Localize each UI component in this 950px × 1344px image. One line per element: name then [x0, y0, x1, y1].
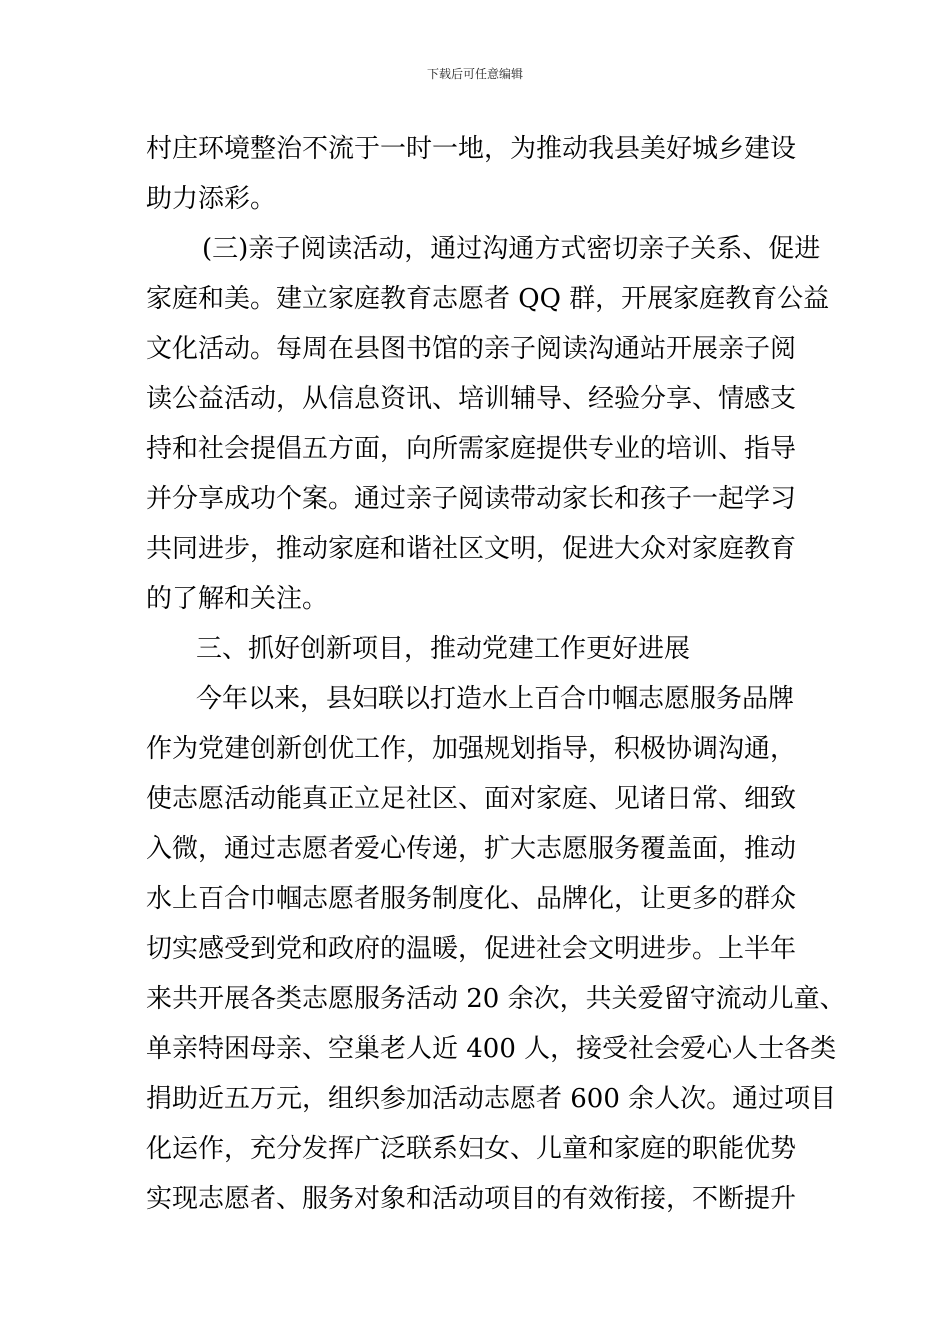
text-line: 捐助近五万元，组织参加活动志愿者 600 余人次。通过项目 — [146, 1084, 837, 1114]
text-line: 切实感受到党和政府的温暖，促进社会文明进步。上半年 — [146, 934, 797, 964]
text-line: 读公益活动，从信息资讯、培训辅导、经验分享、情感支 — [146, 384, 797, 414]
section-heading: 三、抓好创新项目，推动党建工作更好进展 — [196, 634, 691, 664]
page-header: 下载后可任意编辑 — [426, 67, 523, 81]
text-line: 作为党建创新创优工作，加强规划指导，积极协调沟通， — [146, 734, 797, 764]
text-line: 的了解和关注。 — [146, 584, 329, 614]
text-line: 助力添彩。 — [146, 184, 277, 214]
text-line: 实现志愿者、服务对象和活动项目的有效衔接，不断提升 — [146, 1184, 797, 1214]
text-line: 家庭和美。建立家庭教育志愿者 QQ 群，开展家庭教育公益 — [146, 284, 830, 314]
document-body — [146, 124, 846, 1224]
text-line: 水上百合巾帼志愿者服务制度化、品牌化，让更多的群众 — [146, 884, 797, 914]
subsection-heading-line: (三)亲子阅读活动，通过沟通方式密切亲子关系、促进 — [202, 234, 821, 264]
text-line: 文化活动。每周在县图书馆的亲子阅读沟通站开展亲子阅 — [146, 334, 797, 364]
text-line: 持和社会提倡五方面，向所需家庭提供专业的培训、指导 — [146, 434, 797, 464]
text-line: 村庄环境整治不流于一时一地，为推动我县美好城乡建设 — [146, 134, 797, 164]
text-line: 共同进步，推动家庭和谐社区文明，促进大众对家庭教育 — [146, 534, 797, 564]
paragraph-first-line: 今年以来，县妇联以打造水上百合巾帼志愿服务品牌 — [196, 684, 795, 714]
text-line: 单亲特困母亲、空巢老人近 400 人，接受社会爱心人士各类 — [146, 1034, 837, 1064]
text-line: 入微，通过志愿者爱心传递，扩大志愿服务覆盖面，推动 — [146, 834, 797, 864]
text-line: 并分享成功个案。通过亲子阅读带动家长和孩子一起学习 — [146, 484, 797, 514]
text-line: 化运作，充分发挥广泛联系妇女、儿童和家庭的职能优势 — [146, 1134, 797, 1164]
text-line: 使志愿活动能真正立足社区、面对家庭、见诸日常、细致 — [146, 784, 797, 814]
text-line: 来共开展各类志愿服务活动 20 余次，共关爱留守流动儿童、 — [146, 984, 846, 1014]
